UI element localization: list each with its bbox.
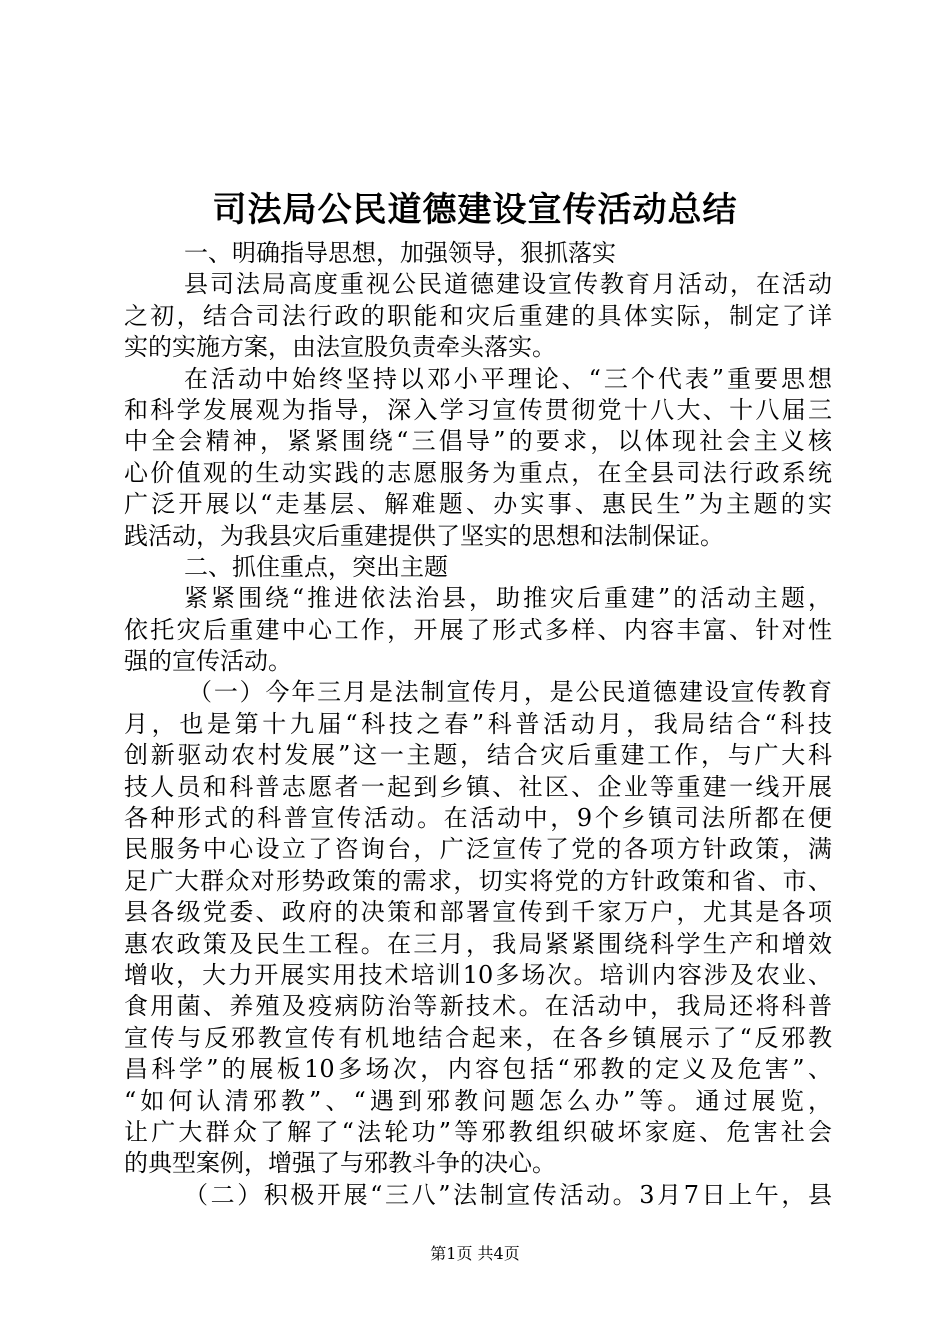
paragraph-line: 技人员和科普志愿者一起到乡镇、社区、企业等重建一线开展 [124,772,832,801]
paragraph-line: 让广大群众了解了“法轮功”等邪教组织破坏家庭、危害社会 [124,1117,832,1146]
page-number-footer: 第1页 共4页 [430,1244,520,1263]
paragraph-line: 依托灾后重建中心工作，开展了形式多样、内容丰富、针对性 [124,615,832,644]
section-heading-1: 一、明确指导思想，加强领导，狠抓落实 [184,239,616,267]
paragraph-line: 紧紧围绕“推进依法治县，助推灾后重建”的活动主题， [184,584,832,613]
paragraph-line: 强的宣传活动。 [124,647,292,676]
paragraph-line: 之初，结合司法行政的职能和灾后重建的具体实际，制定了详 [124,301,832,330]
paragraph-line: 民服务中心设立了咨询台，广泛宣传了党的各项方针政策，满 [124,835,832,864]
paragraph-line: 广泛开展以“走基层、解难题、办实事、惠民生”为主题的实 [124,490,832,519]
paragraph-line: 月，也是第十九届“科技之春”科普活动月，我局结合“科技 [124,709,832,738]
paragraph-line: 实的实施方案，由法宣股负责牵头落实。 [124,333,556,362]
paragraph-line: 县司法局高度重视公民道德建设宣传教育月活动，在活动 [184,270,832,299]
paragraph-line: 食用菌、养殖及疫病防治等新技术。在活动中，我局还将科普 [124,992,832,1021]
paragraph-line: 中全会精神，紧紧围绕“三倡导”的要求，以体现社会主义核 [124,427,832,456]
paragraph-line: “如何认清邪教”、“遇到邪教问题怎么办”等。通过展览， [124,1086,832,1115]
paragraph-line: （二）积极开展“三八”法制宣传活动。3月7日上午，县 [184,1180,832,1209]
paragraph-line: 各种形式的科普宣传活动。在活动中，9个乡镇司法所都在便 [124,804,832,833]
paragraph-line: 县各级党委、政府的决策和部署宣传到千家万户，尤其是各项 [124,898,832,927]
paragraph-line: 创新驱动农村发展”这一主题，结合灾后重建工作，与广大科 [124,741,832,770]
paragraph-line: 心价值观的生动实践的志愿服务为重点，在全县司法行政系统 [124,458,832,487]
document-body [124,238,832,1211]
paragraph-line: 增收，大力开展实用技术培训10多场次。培训内容涉及农业、 [124,960,832,989]
paragraph-line: 践活动，为我县灾后重建提供了坚实的思想和法制保证。 [124,521,724,550]
paragraph-line: 的典型案例，增强了与邪教斗争的决心。 [124,1149,556,1178]
paragraph-line: 在活动中始终坚持以邓小平理论、“三个代表”重要思想 [184,364,832,393]
paragraph-line: 昌科学”的展板10多场次，内容包括“邪教的定义及危害”、 [124,1055,832,1084]
paragraph-line: （一）今年三月是法制宣传月，是公民道德建设宣传教育 [188,678,832,707]
section-heading-2: 二、抓住重点，突出主题 [184,552,448,581]
paragraph-line: 惠农政策及民生工程。在三月，我局紧紧围绕科学生产和增效 [124,929,832,958]
paragraph-line: 和科学发展观为指导，深入学习宣传贯彻党十八大、十八届三 [124,395,832,424]
paragraph-line: 宣传与反邪教宣传有机地结合起来，在各乡镇展示了“反邪教 [124,1023,832,1052]
paragraph-line: 足广大群众对形势政策的需求，切实将党的方针政策和省、市、 [124,866,832,895]
document-title: 司法局公民道德建设宣传活动总结 [212,190,738,230]
